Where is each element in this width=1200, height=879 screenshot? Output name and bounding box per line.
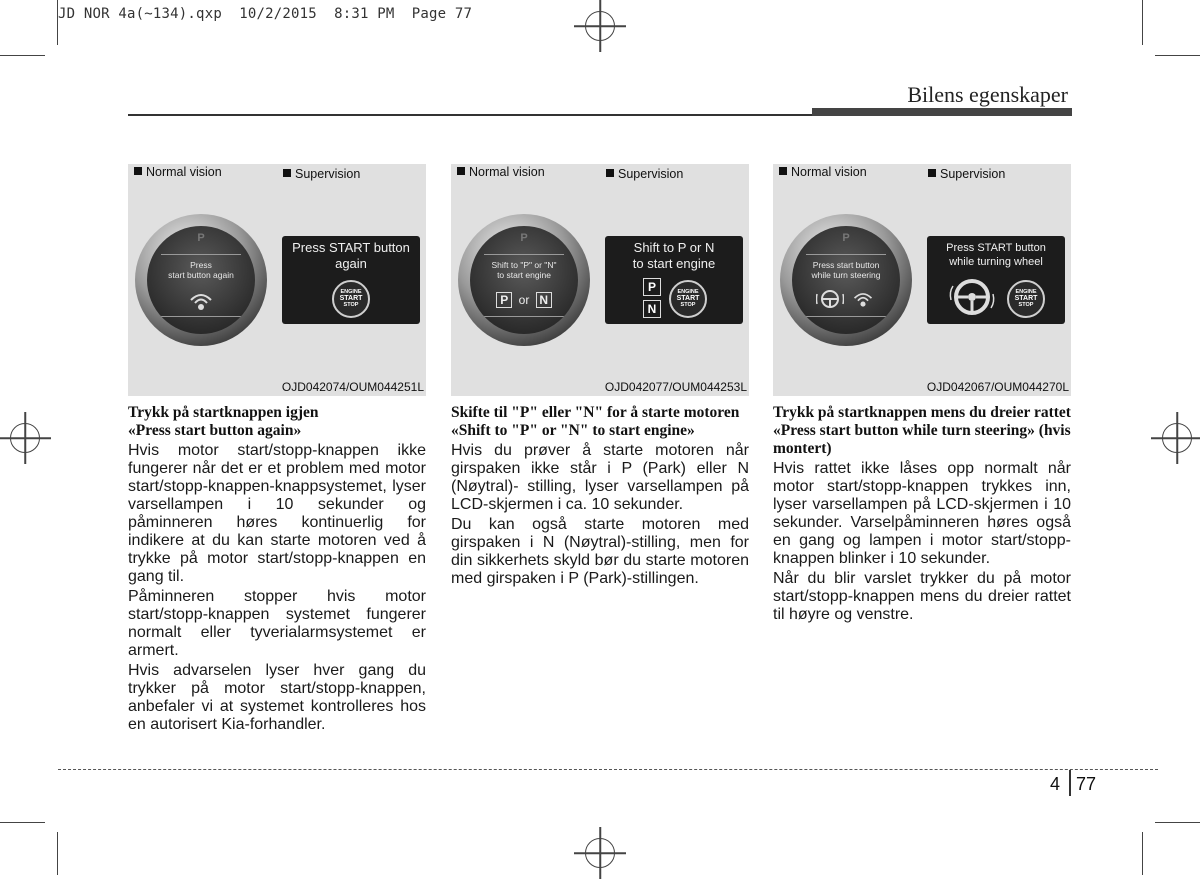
text-block <box>451 404 749 588</box>
cluster-gauge-display <box>470 226 578 334</box>
label-text: Supervision <box>940 167 1006 181</box>
crop-mark-tl-v <box>57 0 58 45</box>
gauge-message-line: start button again <box>168 270 234 280</box>
label-text: Supervision <box>295 167 361 181</box>
crop-mark-tr-v <box>1142 0 1143 45</box>
gauge-message-line: Press start button <box>812 260 880 270</box>
lcd-message <box>607 240 741 272</box>
registration-mark-bottom <box>585 838 615 868</box>
column-turn-steering <box>773 164 1071 626</box>
header-rule-accent <box>812 108 1072 116</box>
lcd-message-line: while turning wheel <box>949 256 1043 268</box>
body-paragraph: Påminneren stopper hvis motor start/stopp-knappen systemet fungerer normalt eller tyverialarmsystemet er armert. <box>128 588 426 659</box>
bullet-square-icon <box>134 167 142 175</box>
body-paragraph: Når du blir varslet trykker du på motor start/stopp-knappen mens du dreier rattet til høyre og venstre. <box>773 570 1071 623</box>
registration-mark-left <box>10 423 40 453</box>
lcd-message-line: again <box>335 256 367 271</box>
footer-rule <box>58 769 1158 770</box>
gauge-divider <box>484 316 564 317</box>
column-shift-p-or-n <box>451 164 749 590</box>
bullet-square-icon <box>283 169 291 177</box>
label-text: Normal vision <box>469 165 545 179</box>
label-text: Normal vision <box>791 165 867 179</box>
engine-start-stop-icon <box>332 280 370 318</box>
gauge-divider <box>806 254 886 255</box>
button-text: START <box>676 294 700 302</box>
figure-label-normal-vision <box>134 165 222 179</box>
gauge-divider <box>484 254 564 255</box>
print-slug: JD NOR 4a(~134).qxp 10/2/2015 8:31 PM Page 77 <box>58 6 473 22</box>
crop-mark-bl-v <box>57 832 58 875</box>
registration-mark-top <box>585 11 615 41</box>
gauge-divider <box>161 254 241 255</box>
button-text: STOP <box>343 302 359 309</box>
gauge-message <box>151 260 251 280</box>
crop-mark-tr-h <box>1155 55 1200 56</box>
bullet-square-icon <box>606 169 614 177</box>
gear-n-icon: N <box>643 300 661 318</box>
lcd-message-line: Press START button <box>292 240 410 255</box>
body-paragraph: Hvis rattet ikke låses opp normalt når motor start/stopp-knappen trykkes inn, lyser varsellampen på LCD-skjermen i 10 sekunder. Varselpåminneren høres også en gang og lampen i motor start/stopp-knappen blinker i 10 sekunder. <box>773 460 1071 567</box>
gauge-message-line: Shift to "P" or "N" <box>491 260 557 270</box>
gauge-message-line: to start engine <box>497 270 551 280</box>
figure-code: OJD042074/OUM044251L <box>281 380 424 394</box>
bullet-square-icon <box>779 167 787 175</box>
lcd-message <box>929 241 1063 269</box>
supervision-lcd <box>282 236 420 324</box>
lcd-message-line: Shift to P or N <box>633 240 715 255</box>
chapter-number: 4 <box>1050 774 1061 794</box>
subsection-heading <box>128 404 426 440</box>
cluster-gauge <box>135 214 267 346</box>
gear-p-icon: P <box>496 292 512 308</box>
button-text: STOP <box>680 302 696 309</box>
gauge-message-line: Press <box>190 260 212 270</box>
lcd-message-line: Press START button <box>946 242 1046 254</box>
cluster-gauge-display <box>147 226 255 334</box>
figure-label-supervision <box>928 167 1005 181</box>
heading-line: Skifte til "P" eller "N" for å starte motoren <box>451 404 740 421</box>
figure-code: OJD042067/OUM044270L <box>926 380 1069 394</box>
gauge-indicator: P <box>520 232 528 244</box>
gauge-indicator: P <box>842 232 850 244</box>
body-paragraph: Hvis motor start/stopp-knappen ikke fungerer når det er et problem med motor start/stopp-knappen-knappsystemet, lyser varsellampen i 10 sekunder og påminneren høres kontinuerlig for indikere at du kan starte motoren ved å trykke på motor start/stopp-knappen en gang til. <box>128 442 426 585</box>
button-text: ENGINE <box>340 289 362 296</box>
text-block <box>128 404 426 734</box>
label-text: Normal vision <box>146 165 222 179</box>
figure-label-normal-vision <box>779 165 867 179</box>
figure-label-supervision <box>606 167 683 181</box>
bullet-square-icon <box>928 169 936 177</box>
cluster-gauge <box>458 214 590 346</box>
text-block <box>773 404 1071 624</box>
gear-or-text: or <box>518 293 530 307</box>
supervision-lcd <box>605 236 743 324</box>
heading-line: «Press start button again» <box>128 422 302 439</box>
gear-n-icon: N <box>536 292 552 308</box>
subsection-heading <box>451 404 749 440</box>
gauge-divider <box>806 316 886 317</box>
figure-press-start-again <box>128 164 426 396</box>
crop-mark-br-v <box>1142 832 1143 875</box>
gauge-gear-row <box>470 292 578 308</box>
supervision-lcd <box>927 236 1065 324</box>
crop-mark-br-h <box>1155 822 1200 823</box>
heading-line: Trykk på startknappen igjen <box>128 404 319 421</box>
figure-label-supervision <box>283 167 360 181</box>
subsection-heading: Trykk på startknappen mens du dreier rattet «Press start button while turn steering» (hvis montert) <box>773 404 1071 457</box>
section-title: Bilens egenskaper <box>907 82 1068 107</box>
page-number-separator <box>1069 770 1071 796</box>
cluster-gauge-display <box>792 226 900 334</box>
figure-label-normal-vision <box>457 165 545 179</box>
label-text: Supervision <box>618 167 684 181</box>
key-signal-icon <box>188 290 214 312</box>
button-text: START <box>339 294 363 302</box>
steering-wheel-icon <box>947 274 997 320</box>
figure-code: OJD042077/OUM044253L <box>604 380 747 394</box>
column-press-start-again <box>128 164 426 736</box>
gauge-indicator: P <box>197 232 205 244</box>
engine-start-stop-icon <box>669 280 707 318</box>
button-text: START <box>1014 294 1038 302</box>
lcd-message <box>284 240 418 272</box>
button-text: ENGINE <box>1015 289 1037 296</box>
gauge-message-line: while turn steering <box>811 270 881 280</box>
button-text: STOP <box>1018 302 1034 309</box>
button-text: ENGINE <box>677 289 699 296</box>
body-paragraph: Hvis advarselen lyser hver gang du trykker på motor start/stopp-knappen, anbefaler vi at systemet kontrolleres hos en autorisert Kia-forhandler. <box>128 662 426 733</box>
registration-mark-right <box>1162 423 1192 453</box>
figure-shift-p-or-n <box>451 164 749 396</box>
cluster-gauge <box>780 214 912 346</box>
bullet-square-icon <box>457 167 465 175</box>
body-paragraph: Hvis du prøver å starte motoren når girspaken ikke står i P (Park) eller N (Nøytral)- stilling, lyser varsellampen på LCD-skjermen i ca. 10 sekunder. <box>451 442 749 513</box>
crop-mark-tl-h <box>0 55 45 56</box>
gauge-message <box>796 260 896 280</box>
page-number: 77 <box>1076 774 1097 794</box>
gauge-divider <box>161 316 241 317</box>
figure-turn-steering <box>773 164 1071 396</box>
key-signal-icon <box>852 289 874 309</box>
heading-line: «Shift to "P" or "N" to start engine» <box>451 422 695 439</box>
engine-start-stop-icon <box>1007 280 1045 318</box>
gauge-message <box>474 260 574 280</box>
crop-mark-bl-h <box>0 822 45 823</box>
body-paragraph: Du kan også starte motoren med girspaken i N (Nøytral)-stilling, men for din sikkerhets skyld bør du starte motoren med girspaken i P (Park)-stillingen. <box>451 516 749 587</box>
steering-wheel-icon <box>816 288 844 310</box>
gear-p-icon: P <box>643 278 661 296</box>
lcd-message-line: to start engine <box>632 256 716 271</box>
